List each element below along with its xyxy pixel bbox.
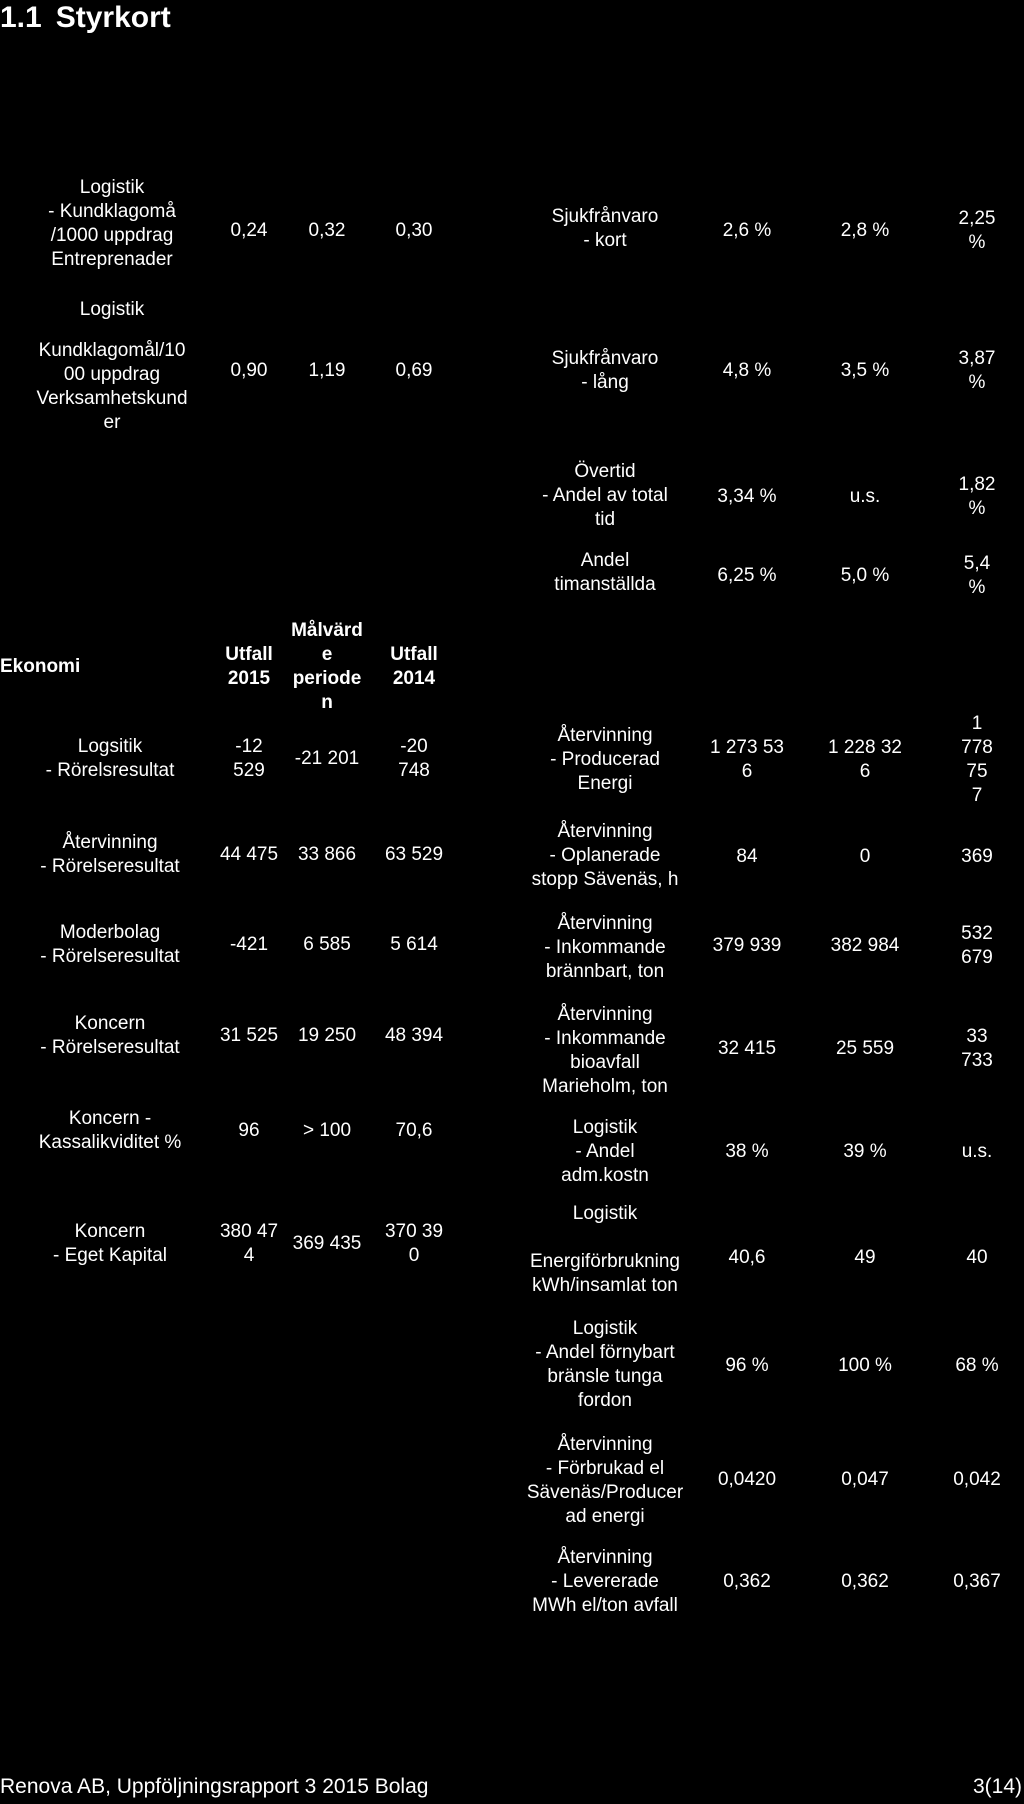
right-row-value-1: 379 939 — [712, 935, 782, 956]
right-row-value-1: 38 % — [725, 1141, 769, 1162]
right-row-value-3: 1,82 % — [958, 474, 996, 519]
left-row-label: Moderbolag - Rörelseresultat — [40, 922, 180, 967]
right-row-value-1: 6,25 % — [717, 565, 777, 586]
right-row-label: Återvinning - Oplanerade stopp Sävenäs, h — [531, 821, 679, 890]
left-row-value-utfall-2015: 0,24 — [230, 220, 268, 241]
left-row-value-utfall-2014: 5 614 — [390, 934, 438, 955]
right-row-value-2: 0,362 — [841, 1571, 889, 1592]
left-row-value-malvarde: -21 201 — [294, 748, 360, 769]
left-row-value-malvarde: 19 250 — [297, 1025, 357, 1046]
left-row-value-utfall-2014: 0,30 — [395, 220, 433, 241]
left-row-value-utfall-2014: 0,69 — [395, 360, 433, 381]
left-row-value-utfall-2014: 370 39 0 — [384, 1221, 444, 1266]
left-row-value-malvarde: 369 435 — [292, 1233, 362, 1254]
right-row-value-2: 49 — [854, 1247, 876, 1268]
left-row-value-malvarde: > 100 — [302, 1120, 352, 1141]
right-row-value-1: 0,0420 — [717, 1469, 777, 1490]
right-row-value-3: 0,042 — [953, 1469, 1001, 1490]
right-row-value-2: 3,5 % — [840, 360, 890, 381]
left-row-value-utfall-2014: -20 748 — [398, 736, 430, 781]
right-row-label: Sjukfrånvaro - lång — [551, 348, 659, 393]
right-row-value-3: 33 733 — [961, 1026, 993, 1071]
header-utfall-2014: Utfall 2014 — [390, 644, 438, 689]
right-row-value-1: 40,6 — [728, 1247, 766, 1268]
right-row-value-1: 96 % — [725, 1355, 769, 1376]
left-row-value-utfall-2014: 70,6 — [395, 1120, 433, 1141]
right-row-value-2: 39 % — [843, 1141, 887, 1162]
right-row-value-2: 25 559 — [835, 1038, 895, 1059]
right-row-value-1: 2,6 % — [722, 220, 772, 241]
right-row-label: Återvinning - Producerad Energi — [550, 725, 660, 794]
footer-page-number: 3(14) — [972, 1775, 1022, 1798]
right-row-label: Logistik - Andel adm.kostn — [561, 1117, 649, 1186]
left-row-value-utfall-2015: 31 525 — [219, 1025, 279, 1046]
right-row-value-1: 3,34 % — [717, 486, 777, 507]
right-row-value-2: 0,047 — [841, 1469, 889, 1490]
right-row-label: Återvinning - Förbrukad el Sävenäs/Producer ad energi — [526, 1434, 684, 1527]
left-row-label: Logistik - Kundklagomå /1000 uppdrag Entreprenader — [48, 177, 176, 270]
left-row-label: Logsitik - Rörelsresultat — [45, 736, 175, 781]
left-row-value-utfall-2015: 380 47 4 — [219, 1221, 279, 1266]
right-row-value-3: 3,87 % — [958, 348, 996, 393]
left-row-value-utfall-2014: 63 529 — [384, 844, 444, 865]
left-row-value-utfall-2015: 44 475 — [219, 844, 279, 865]
right-row-value-3: 5,4 % — [963, 553, 991, 598]
right-row-value-3: 2,25 % — [958, 208, 996, 253]
right-row-value-3: 40 — [966, 1247, 988, 1268]
right-row-value-1: 4,8 % — [722, 360, 772, 381]
left-row-value-utfall-2015: -12 529 — [233, 736, 265, 781]
right-row-label: Logistik - Andel förnybart bränsle tunga fordon — [535, 1318, 675, 1411]
left-row-value-malvarde: 33 866 — [297, 844, 357, 865]
right-row-value-3: 0,367 — [953, 1571, 1001, 1592]
right-row-value-1: 84 — [736, 846, 758, 867]
section-title: Styrkort — [55, 1, 171, 34]
left-row-value-malvarde: 0,32 — [308, 220, 346, 241]
right-row-value-3: 68 % — [955, 1355, 999, 1376]
right-row-label: Återvinning - Inkommande brännbart, ton — [544, 913, 666, 982]
section-heading — [0, 0, 171, 36]
right-row-value-3: 369 — [961, 846, 993, 867]
right-row-value-1: 1 273 53 6 — [710, 737, 784, 782]
right-row-value-2: 2,8 % — [840, 220, 890, 241]
section-number: 1.1 — [0, 1, 42, 34]
header-malvarde-perioden: Målvärd e periode n — [291, 620, 363, 713]
left-row-label: Logistik — [79, 299, 145, 320]
ekonomi-section-label: Ekonomi — [0, 656, 81, 677]
right-row-label: Sjukfrånvaro - kort — [551, 206, 659, 251]
left-row-value-malvarde: 1,19 — [308, 360, 346, 381]
right-row-value-2: 1 228 32 6 — [828, 737, 902, 782]
left-row-label: Koncern - Rörelseresultat — [40, 1013, 180, 1058]
header-utfall-2015: Utfall 2015 — [225, 644, 273, 689]
right-row-value-2: 382 984 — [830, 935, 900, 956]
right-row-value-3: u.s. — [961, 1141, 993, 1162]
right-row-value-2: 5,0 % — [840, 565, 890, 586]
right-row-label: Andel timanställda — [554, 550, 656, 595]
right-row-label: Återvinning - Levererade MWh el/ton avfall — [532, 1547, 678, 1616]
right-row-value-2: 100 % — [838, 1355, 892, 1376]
right-row-label: Övertid - Andel av total tid — [542, 461, 668, 530]
right-row-label: Återvinning - Inkommande bioavfall Marieholm, ton — [542, 1004, 668, 1097]
right-row-value-1: 32 415 — [717, 1038, 777, 1059]
right-row-label: Logistik Energiförbrukning kWh/insamlat ton — [530, 1203, 680, 1296]
left-row-value-utfall-2015: -421 — [229, 934, 269, 955]
left-row-value-utfall-2014: 48 394 — [384, 1025, 444, 1046]
left-row-value-malvarde: 6 585 — [303, 934, 351, 955]
left-row-label: Återvinning - Rörelseresultat — [40, 832, 180, 877]
right-row-value-3: 532 679 — [961, 923, 993, 968]
right-row-value-3: 1 778 75 7 — [961, 713, 993, 806]
left-row-label: Koncern - Eget Kapital — [52, 1221, 168, 1266]
left-row-label: Koncern - Kassalikviditet % — [38, 1108, 182, 1153]
right-row-value-1: 0,362 — [723, 1571, 771, 1592]
left-row-value-utfall-2015: 0,90 — [230, 360, 268, 381]
left-row-value-utfall-2015: 96 — [238, 1120, 260, 1141]
left-row-label: Kundklagomål/10 00 uppdrag Verksamhetskund er — [36, 340, 188, 433]
right-row-value-2: u.s. — [849, 486, 881, 507]
right-row-value-2: 0 — [859, 846, 871, 867]
footer-report-title: Renova AB, Uppföljningsrapport 3 2015 Bolag — [0, 1775, 429, 1798]
